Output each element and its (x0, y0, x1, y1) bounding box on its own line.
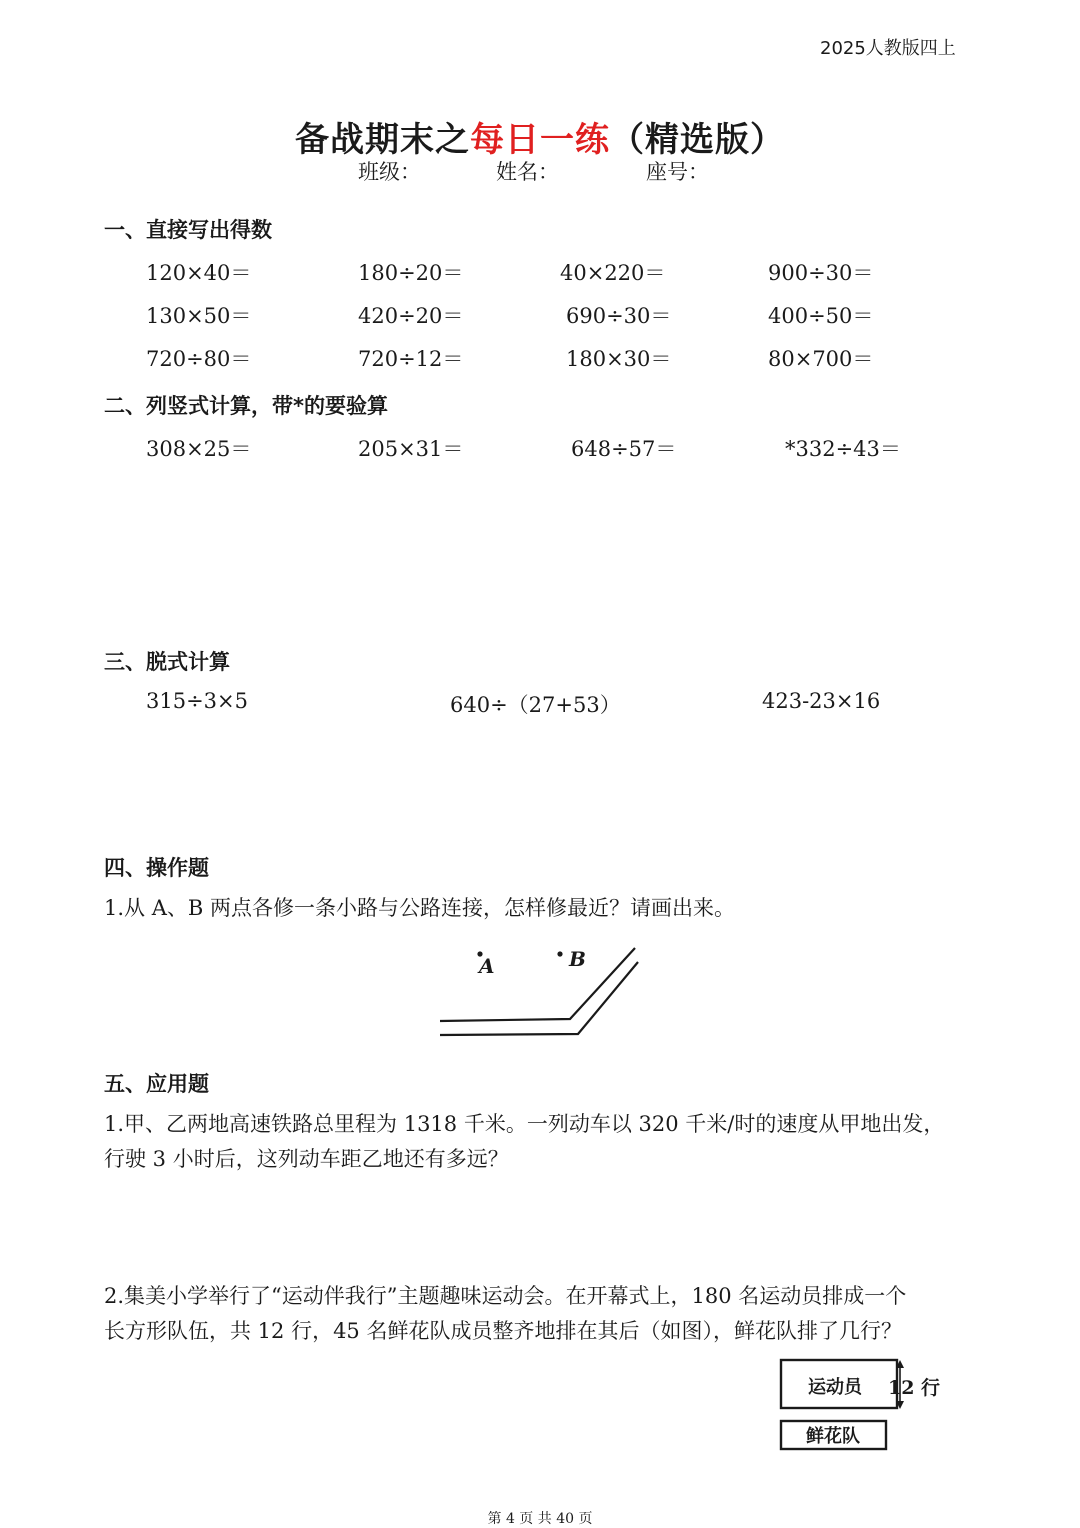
page-number: 第 4 页 共 40 页 (487, 1511, 593, 1527)
point-a-label: A (479, 954, 495, 978)
section3-heading: 三、脱式计算 (104, 650, 230, 674)
oral-calc-item: 120×40＝ (146, 261, 252, 285)
application-q2-line1: 2.集美小学举行了“运动伴我行”主题趣味运动会。在开幕式上，180 名运动员排成一个 (104, 1284, 907, 1308)
oral-calc-item: 720÷80＝ (146, 347, 252, 371)
section4-heading: 四、操作题 (104, 856, 209, 880)
class-label: 班级： (358, 160, 421, 184)
oral-calc-item: 900÷30＝ (768, 261, 874, 285)
oral-calc-item: 180×30＝ (566, 347, 672, 371)
step-calc-item: 423-23×16 (762, 689, 881, 713)
page-title (0, 112, 1080, 161)
point-b-dot (557, 951, 562, 956)
title-suffix: （精选版） (610, 120, 785, 160)
section2-heading: 二、列竖式计算，带*的要验算 (104, 394, 388, 418)
rows-label: 12 行 (888, 1377, 941, 1399)
section1-heading: 一、直接写出得数 (104, 218, 272, 242)
road-diagram (430, 940, 650, 1040)
oral-calc-item: 420÷20＝ (358, 304, 464, 328)
oral-calc-item: 130×50＝ (146, 304, 252, 328)
application-q1-line1: 1.甲、乙两地高速铁路总里程为 1318 千米。一列动车以 320 千米/时的速度从甲地出发， (104, 1112, 945, 1136)
step-calc-item: 640÷（27+53） (450, 693, 621, 717)
edition-tag: 2025人教版四上 (820, 38, 956, 59)
vertical-calc-item: 205×31＝ (358, 437, 464, 461)
vertical-calc-item: *332÷43＝ (785, 437, 901, 461)
point-b-label: B (569, 947, 586, 971)
athletes-label: 运动员 (808, 1377, 862, 1398)
step-calc-item: 315÷3×5 (146, 689, 248, 713)
operation-question-1: 1.从 A、B 两点各修一条小路与公路连接，怎样修最近？请画出来。 (104, 896, 735, 920)
oral-calc-item: 720÷12＝ (358, 347, 464, 371)
oral-calc-item: 80×700＝ (768, 347, 874, 371)
section5-heading: 五、应用题 (104, 1072, 209, 1096)
application-q1-line2: 行驶 3 小时后，这列动车距乙地还有多远？ (104, 1147, 509, 1171)
oral-calc-item: 180÷20＝ (358, 261, 464, 285)
road-edge-lower (440, 962, 638, 1035)
road-edge-upper (440, 948, 635, 1021)
oral-calc-item: 690÷30＝ (566, 304, 672, 328)
seat-label: 座号： (646, 160, 709, 184)
oral-calc-item: 40×220＝ (560, 261, 666, 285)
title-accent: 每日一练 (470, 120, 610, 160)
formation-diagram (778, 1357, 948, 1453)
vertical-calc-item: 648÷57＝ (571, 437, 677, 461)
application-q2-line2: 长方形队伍，共 12 行，45 名鲜花队成员整齐地排在其后（如图），鲜花队排了几行？ (104, 1319, 902, 1343)
vertical-calc-item: 308×25＝ (146, 437, 252, 461)
oral-calc-item: 400÷50＝ (768, 304, 874, 328)
flower-label: 鲜花队 (806, 1426, 860, 1447)
title-prefix: 备战期末之 (295, 120, 470, 160)
name-label: 姓名： (496, 160, 559, 184)
